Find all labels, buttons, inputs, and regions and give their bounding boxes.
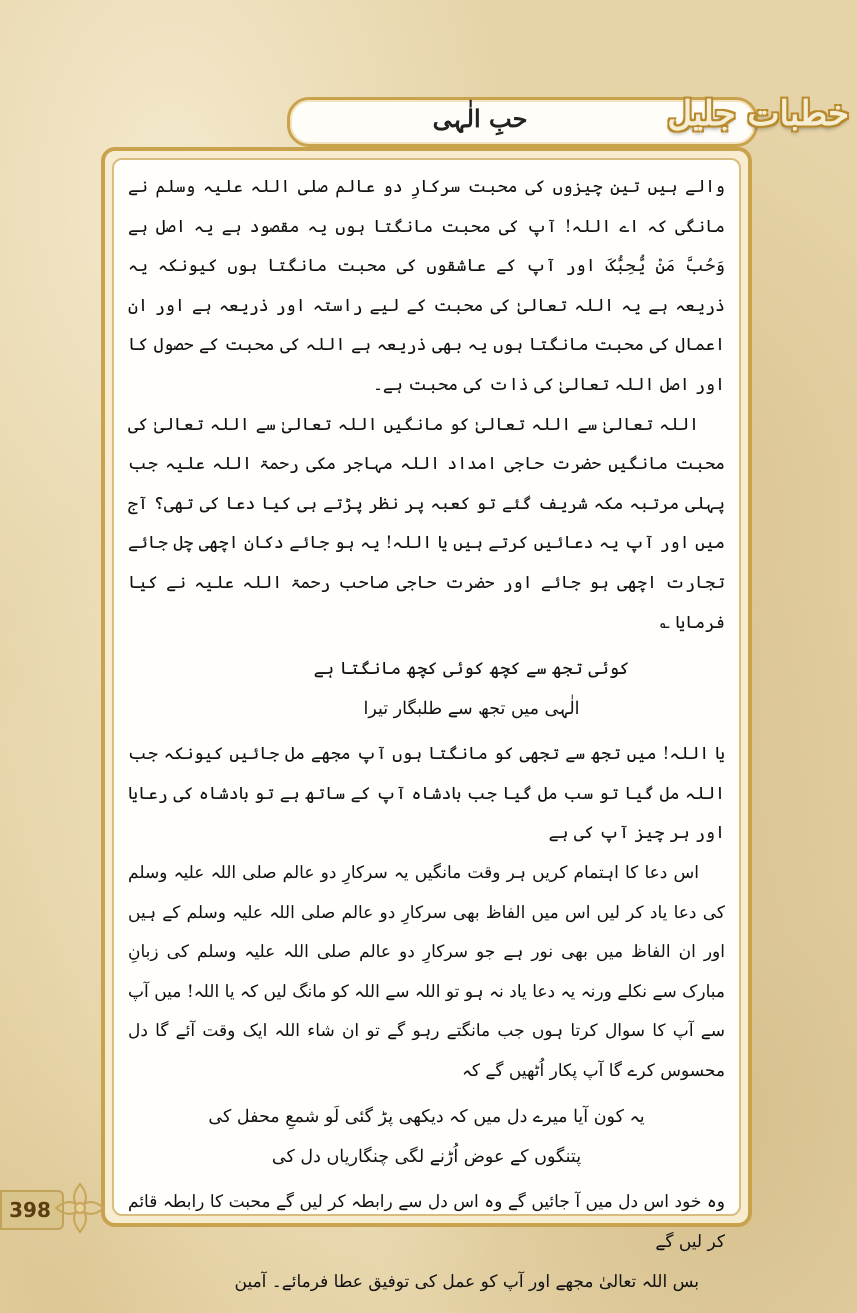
- verse-line: پتنگوں کے عوض اُڑنے لگی چنگاریاں دل کی: [271, 1147, 582, 1168]
- couplet: [128, 649, 725, 729]
- paragraph: یا اللہ! میں تجھ سے تجھی کو مانگتا ہوں آپ مجھے مل جائیں کیونکہ جب اللہ مل گیا تو سب مل گیا جب بادشاہ آپ کے ساتھ ہے تو بادشاہ کی رعایا اور ہر چیز آپ کی ہے: [128, 744, 725, 844]
- paragraph: اس دعا کا اہتمام کریں ہر وقت مانگیں یہ سرکارِ دو عالم صلی اللہ علیہ وسلم کی دعا یاد کر لیں اس میں الفاظ بھی سرکارِ دو عالم صلی اللہ علیہ وسلم کے ہیں اور ان الفاظ میں بھی نور ہے جو سرکارِ دو عالم صلی اللہ علیہ وسلم کی زبانِ مبارک سے نکلے ورنہ یہ دعا یاد نہ ہو تو اللہ سے اللہ کو مانگ لیں کہ یا اللہ! میں آپ سے آپ کا سوال کرتا ہوں جب مانگتے رہو گے تو ان شاء اللہ ایک وقت آئے گا دل محسوس کرے گا آپ پکار اُٹھیں گے کہ: [128, 862, 725, 1081]
- verse-line: یہ کون آیا میرے دل میں کہ دیکھی پڑ گئی لَو شمعِ محفل کی: [208, 1107, 645, 1128]
- floral-ornament-icon: [52, 1180, 108, 1236]
- paragraph: بس اللہ تعالیٰ مجھے اور آپ کو عمل کی توفیق عطا فرمائے۔ آمین: [234, 1271, 699, 1292]
- paragraph: اللہ تعالیٰ سے اللہ تعالیٰ کو مانگیں اللہ تعالیٰ سے اللہ تعالیٰ کی محبت مانگیں حضرت حاجی امداد اللہ مہاجر مکی رحمۃ اللہ علیہ جب پہلی مرتبہ مکہ شریف گئے تو کعبہ پر نظر پڑتے ہی کیا دعا کی تھی؟ آج میں اور آپ یہ دعائیں کرتے ہیں یا اللہ! یہ ہو جائے دکان اچھی چل جائے تجارت اچھی ہو جائے اور حضرت حاجی صاحب رحمۃ اللہ علیہ نے کیا فرمایا ؎: [128, 414, 725, 633]
- paragraph: وہ خود اس دل میں آ جائیں گے وہ اس دل سے رابطہ کر لیں گے محبت کا رابطہ قائم کر لیں گے: [128, 1192, 725, 1253]
- verse-line: الٰہی میں تجھ سے طلبگار تیرا: [363, 699, 580, 720]
- book-title-logo: خطبات جلیل: [667, 94, 849, 134]
- couplet: [128, 1097, 725, 1177]
- page-number: 398: [9, 1198, 51, 1222]
- page-body: [128, 168, 725, 1292]
- verse-line: کوئی تجھ سے کچھ کوئی کچھ مانگتا ہے: [313, 659, 630, 680]
- paragraph: والے ہیں تین چیزوں کی محبت سرکارِ دو عالم صلی اللہ علیہ وسلم نے مانگی کہ اے اللہ! آپ کی محبت مانگتا ہوں یہ مقصود ہے یہ اصل ہے وَحُبَّ مَنْ یُّحِبُّکَ اور آپ کے عاشقوں کی محبت مانگتا ہوں کیونکہ یہ ذریعہ ہے یہ اللہ تعالیٰ کی محبت کے لیے راستہ اور ذریعہ ہے اور ان اعمال کی محبت مانگتا ہوں یہ بھی ذریعہ ہے اللہ کی محبت کے حصول کا اور اصل اللہ تعالیٰ کی ذات کی محبت ہے۔: [128, 177, 725, 395]
- chapter-title: حبِ الٰہی: [432, 104, 528, 133]
